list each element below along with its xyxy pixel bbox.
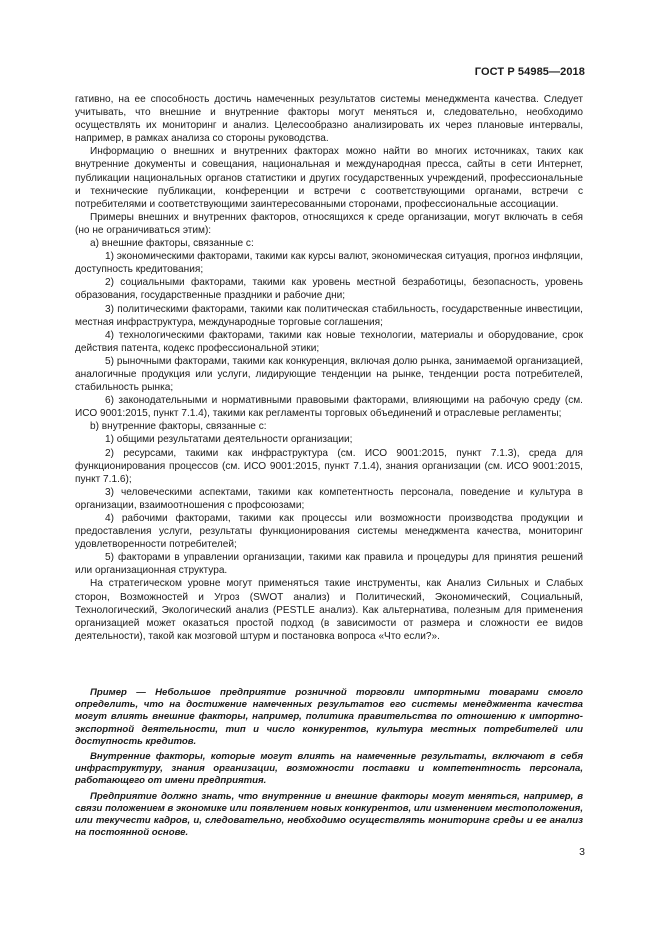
list-item-political: 3) политическими факторами, такими как политическая стабильность, государственные инвестиции, местная инфраструктура, международные торговые соглашения; [75,303,583,328]
list-item-market: 5) рыночными факторами, такими как конкуренция, включая долю рынка, занимаемой организацией, аналогичные продукция или услуги, лидирующие тенденции на рынке, тенденции роста потребителей, стабильность рынка; [75,355,583,394]
paragraph-continuation: гативно, на ее способность достичь намеченных результатов системы менеджмента качества. Следует учитывать, что внешние и внутренние факторы могут меняться и, следовательно, необходимо осуществлять их мониторинг и анализ. Целесообразно анализировать их через плановые интервалы, например, в рамках анализа со стороны руководства. [75,94,583,145]
list-heading-external: а) внешние факторы, связанные с: [90,238,254,250]
example-paragraph-monitoring: Предприятие должно знать, что внутренние и внешние факторы могут меняться, например, в связи положением в экономике или появлением новых конкурентов, или изменением местоположения, или текучести кадров, и, следовательно, необходимо осуществлять мониторинг среды и ее анализ на постоянной основе. [75,790,583,839]
paragraph-sources: Информацию о внешних и внутренних факторах можно найти во многих источниках, таких как внутренние документы и совещания, национальная и международная пресса, сайты в сети Интернет, публикации национальных органов статистики и других государственных учреждений, профессиональные и технические публикации, конференции и встречи с соответствующими органами, встречи с потребителями и соответствующими заинтересованными сторонами, профессиональные ассоциации. [75,146,583,210]
list-item-governance: 5) факторами в управлении организации, такими как правила и процедуры для принятия решений или организационная структура. [75,552,583,577]
list-item-operational: 4) рабочими факторами, такими как процессы или возможности производства продукции и предоставления услуги, результаты функционирования системы менеджмента качества, мониторинг удовлетворенности потребителей; [75,513,583,551]
document-code-header: ГОСТ Р 54985—2018 [474,66,585,78]
list-item-legislative: 6) законодательными и нормативными правовыми факторами, влияющими на рабочую среду (см. ИСО 9001:2015, пункт 7.1.4), такими как регламенты торговых объединений и отраслевые регламенты; [75,395,583,420]
list-item-resources: 2) ресурсами, такими как инфраструктура (см. ИСО 9001:2015, пункт 7.1.3), среда для функционирования процессов (см. ИСО 9001:2015, пункт 7.1.4), знания организации (см. ИСО 9001:2015, пункт 7.1.6); [75,447,583,485]
page-number: 3 [579,846,585,858]
list-heading-internal: b) внутренние факторы, связанные с: [90,421,267,433]
paragraph-strategic-tools: На стратегическом уровне могут применяться такие инструменты, как Анализ Сильных и Слабых сторон, Возможностей и Угроз (SWOT анализ) и Политический, Экономический, Социальный, Технологический, Экологический анализ (PESTLE анализ). Как альтернатива, полезным для применения организацией может оказаться простой подход (в зависимости от размера и сложности ее видов деятельности), такой как мозговой штурм и постановка вопроса «Что если?». [75,578,583,642]
example-note [75,687,583,842]
main-text [75,93,583,643]
example-paragraph-external: Пример — Небольшое предприятие розничной торговли импортными товарами смогло определить, что на достижение намеченных результатов его системы менеджмента качества могут влиять внешние факторы, например, политика правительства по отношению к импортно-экспортной деятельности, тип и число конкурентов, культура местных потребителей или доступность кредитов. [75,687,583,747]
list-item-performance: 1) общими результатами деятельности организации; [105,434,353,446]
list-item-technological: 4) технологическими факторами, такими как новые технологии, материалы и оборудование, срок действия патента, кодекс профессиональной этики; [75,329,583,354]
list-item-social: 2) социальными факторами, такими как уровень местной безработицы, безопасность, уровень образования, государственные праздники и рабочие дни; [75,277,583,302]
paragraph-examples-intro: Примеры внешних и внутренних факторов, относящихся к среде организации, могут включать в себя (но не ограничиваться этим): [75,211,583,236]
list-item-human: 3) человеческими аспектами, такими как компетентность персонала, поведение и культура в организации, взаимоотношения с профсоюзами; [75,486,583,511]
list-item-economic: 1) экономическими факторами, такими как курсы валют, экономическая ситуация, прогноз инфляции, доступность кредитования; [75,251,583,276]
example-paragraph-internal: Внутренние факторы, которые могут влиять на намеченные результаты, включают в себя инфраструктуру, знания организации, возможности поставки и компетентность персонала, работающего от имени предприятия. [75,751,583,787]
